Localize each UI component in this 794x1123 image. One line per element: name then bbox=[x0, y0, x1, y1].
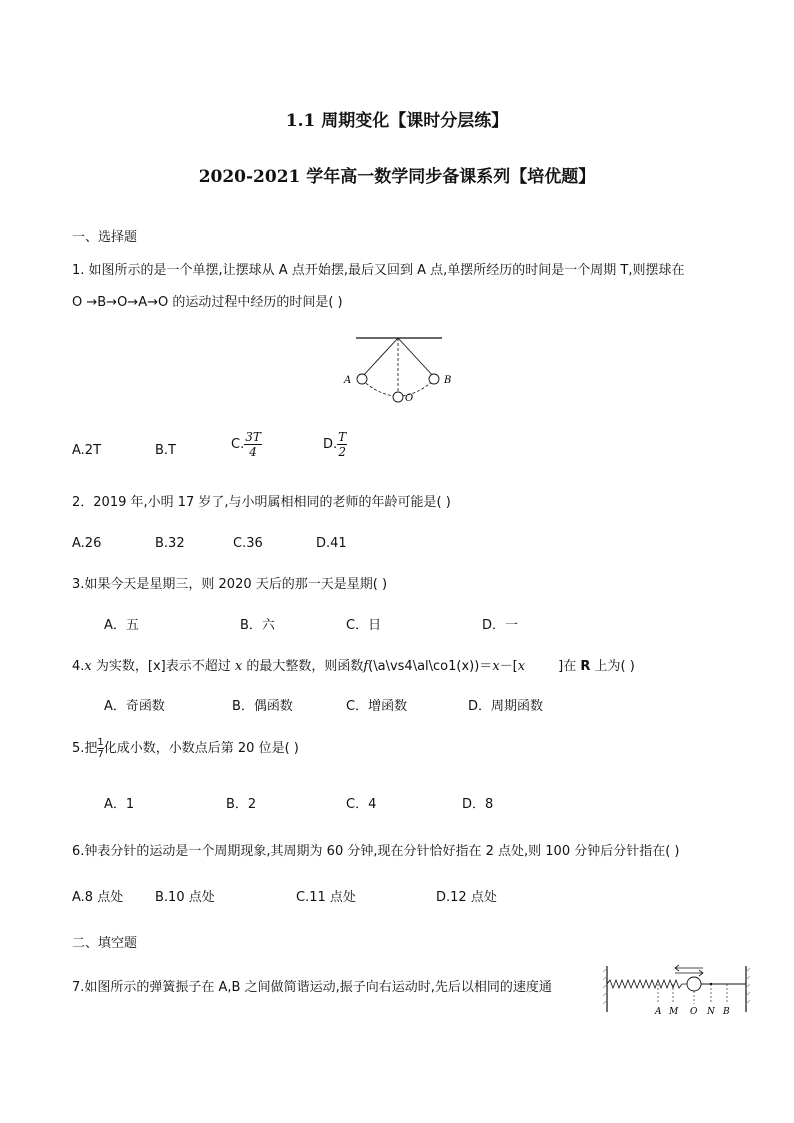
question-6-option-d: D.12 点处 bbox=[436, 890, 497, 905]
question-5-option-a: A．1 bbox=[104, 797, 135, 812]
q5-prefix: 5.把 bbox=[72, 741, 98, 756]
spring-label-o: O bbox=[690, 1007, 698, 1017]
question-2-option-a: A.26 bbox=[72, 536, 102, 551]
question-2-option-b: B.32 bbox=[155, 536, 185, 551]
q4-part: 上为( ) bbox=[590, 659, 635, 674]
pendulum-label-o: O bbox=[405, 393, 414, 404]
question-3-option-d: D．一 bbox=[482, 618, 519, 633]
question-4-option-d: D．周期函数 bbox=[468, 699, 544, 714]
option-d-denominator: 2 bbox=[338, 445, 346, 459]
pendulum-figure bbox=[338, 332, 458, 408]
spring-label-n: N bbox=[707, 1007, 715, 1017]
question-5-option-d: D．8 bbox=[462, 797, 494, 812]
question-4-option-c: C．增函数 bbox=[346, 699, 408, 714]
question-4-text bbox=[72, 655, 635, 674]
question-2-option-d: D.41 bbox=[316, 536, 347, 551]
question-4-option-a: A．奇函数 bbox=[104, 699, 165, 714]
q4-var: x bbox=[234, 659, 243, 674]
question-2-text: 2．2019 年,小明 17 岁了,与小明属相相同的老师的年龄可能是( ) bbox=[72, 495, 451, 510]
question-1-option-d bbox=[323, 430, 347, 459]
question-4-option-b: B．偶函数 bbox=[232, 699, 293, 714]
q4-bold: R bbox=[580, 659, 591, 674]
q4-var: f bbox=[363, 659, 369, 674]
pendulum-label-a: A bbox=[344, 375, 352, 386]
option-c-fraction bbox=[244, 430, 262, 459]
option-c-numerator: 3T bbox=[245, 430, 261, 444]
question-5-text bbox=[72, 737, 299, 760]
q4-part: 4. bbox=[72, 659, 85, 674]
q5-numerator: 1 bbox=[97, 737, 104, 748]
question-5-option-b: B．2 bbox=[226, 797, 257, 812]
spring-label-m: M bbox=[669, 1007, 679, 1017]
option-c-denominator: 4 bbox=[249, 445, 257, 459]
q4-part: ]在 bbox=[525, 659, 581, 674]
question-6-option-b: B.10 点处 bbox=[155, 890, 215, 905]
question-6-option-c: C.11 点处 bbox=[296, 890, 356, 905]
q4-part: 的最大整数，则函数 bbox=[242, 659, 364, 674]
question-5-option-c: C．4 bbox=[346, 797, 377, 812]
q4-var: x bbox=[84, 659, 92, 674]
question-3-option-a: A．五 bbox=[104, 618, 139, 633]
page-subtitle: 2020-2021 学年高一数学同步备课系列【培优题】 bbox=[198, 167, 596, 187]
spring-oscillator-figure bbox=[603, 962, 753, 1020]
spring-label-a: A bbox=[655, 1007, 662, 1017]
option-d-numerator: T bbox=[338, 430, 347, 444]
question-2-option-c: C.36 bbox=[233, 536, 263, 551]
section-fill-heading: 二、填空题 bbox=[72, 936, 138, 951]
question-3-text: 3.如果今天是星期三，则 2020 天后的那一天是星期( ) bbox=[72, 577, 388, 592]
option-c-prefix: C. bbox=[231, 437, 245, 452]
q4-part: －[ bbox=[499, 659, 518, 674]
question-6-text: 6.钟表分针的运动是一个周期现象,其周期为 60 分钟,现在分针恰好指在 2 点处,则 100 分钟后分针指在( ) bbox=[72, 844, 680, 859]
question-3-option-c: C．日 bbox=[346, 618, 382, 633]
q4-part: 为实数，[x]表示不超过 bbox=[91, 659, 235, 674]
question-3-option-b: B．六 bbox=[240, 618, 275, 633]
pendulum-label-b: B bbox=[444, 375, 452, 386]
question-1-option-b: B.T bbox=[155, 443, 176, 458]
question-1-option-c bbox=[231, 430, 262, 459]
q4-var: x bbox=[517, 659, 526, 674]
question-1-line-2: O →B→O→A→O 的运动过程中经历的时间是( ) bbox=[72, 295, 343, 310]
option-d-fraction bbox=[337, 430, 347, 459]
q4-var: x bbox=[492, 659, 500, 674]
section-choice-heading: 一、选择题 bbox=[72, 230, 138, 245]
question-1-option-a: A.2T bbox=[72, 443, 102, 458]
question-1-line-1: 1. 如图所示的是一个单摆,让摆球从 A 点开始摆,最后又回到 A 点,单摆所经历的时间是一个周期 T,则摆球在 bbox=[72, 263, 685, 278]
q5-denominator: 7 bbox=[97, 749, 104, 760]
question-6-option-a: A.8 点处 bbox=[72, 890, 124, 905]
question-7-text: 7.如图所示的弹簧振子在 A,B 之间做简谐运动,振子向右运动时,先后以相同的速度通 bbox=[72, 980, 552, 995]
option-d-prefix: D. bbox=[323, 437, 338, 452]
spring-label-b: B bbox=[723, 1007, 730, 1017]
q5-suffix: 化成小数，小数点后第 20 位是( ) bbox=[103, 741, 299, 756]
q4-part: (\a\vs4\al\co1(x))＝ bbox=[368, 659, 493, 674]
page-title: 1.1 周期变化【课时分层练】 bbox=[285, 111, 509, 131]
